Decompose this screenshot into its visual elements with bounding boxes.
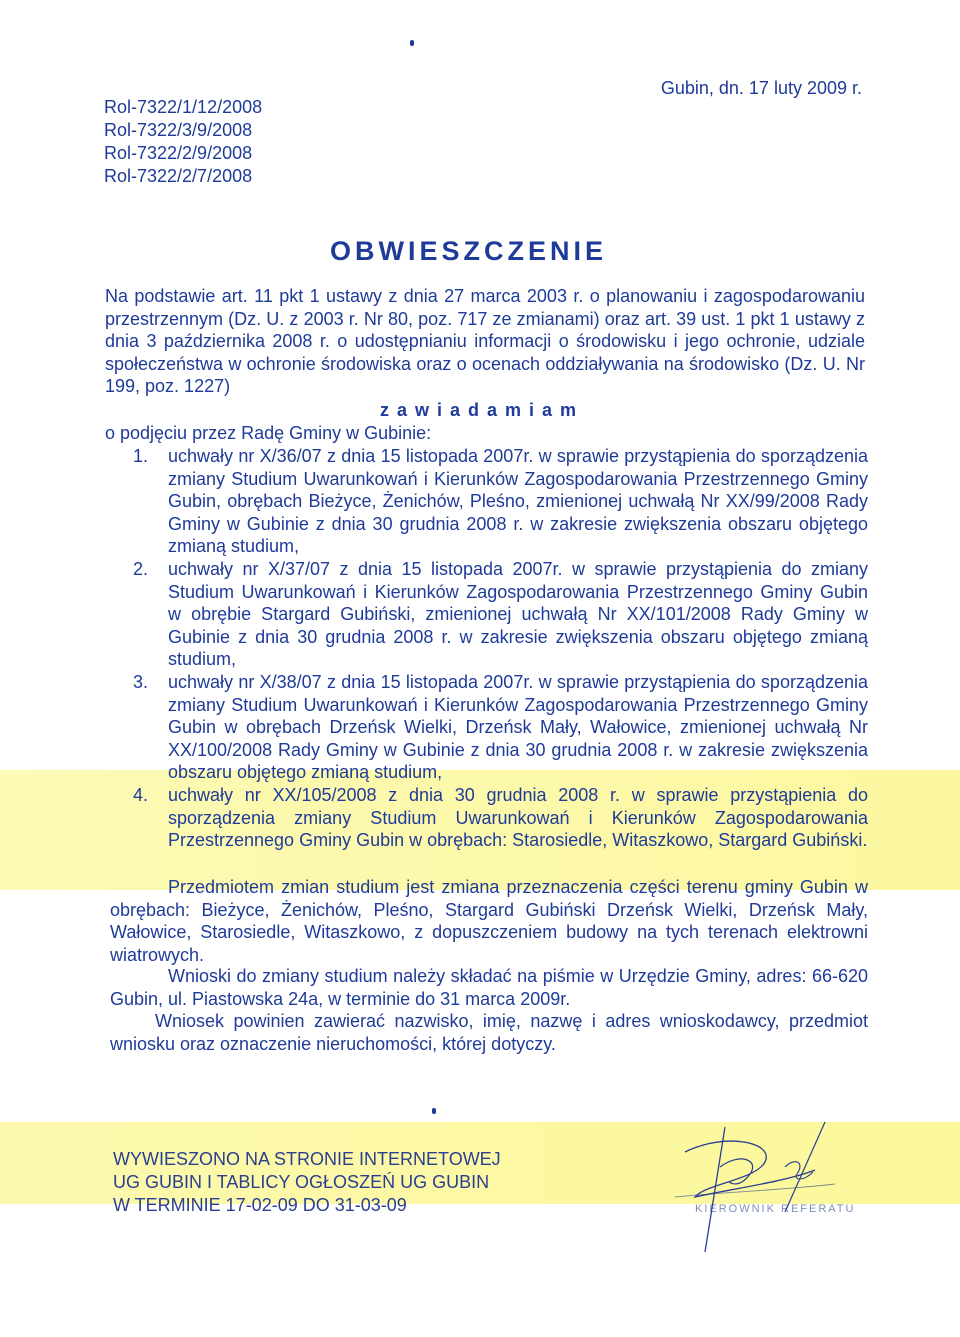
item-text: uchwały nr X/38/07 z dnia 15 listopada 2007r. w sprawie przystąpienia do sporządzenia zmiany Studium Uwarunkowań i Kierunków Zagospodarowania Przestrzennego Gminy Gubin w obrębach Drzeńsk Wielki, Drzeńsk Mały, Wałowice, zmienionej uchwałą Nr XX/100/2008 Rady Gminy w Gubinie z dnia 30 grudnia 2008 r. w zakresie zwiększenia obszaru objętego zmianą studium,: [168, 671, 868, 783]
list-item: [133, 671, 868, 784]
reference-number: Rol-7322/2/7/2008: [104, 166, 253, 186]
signature-stamp: [665, 1112, 865, 1262]
requests-paragraph: Wnioski do zmiany studium należy składać na piśmie w Urzędzie Gminy, adres: 66-620 Gubin, ul. Piastowska 24a, w terminie do 31 marca 2009r.: [110, 966, 868, 1009]
list-item: [133, 445, 868, 558]
item-text: uchwały nr XX/105/2008 z dnia 30 grudnia 2008 r. w sprawie przystąpienia do sporządzenia zmiany Studium Uwarunkowań i Kierunków Zagospodarowania Przestrzennego Gminy Gubin w obrębach: Starosiedle, Witaszkowo, Stargard Gubiński.: [168, 784, 868, 851]
signature-stroke: [720, 1159, 753, 1184]
posting-line: UG GUBIN I TABLICY OGŁOSZEŃ UG GUBIN: [113, 1172, 490, 1192]
reference-number: Rol-7322/2/9/2008: [104, 143, 253, 163]
reference-number: Rol-7322/3/9/2008: [104, 120, 253, 140]
scan-mark: [432, 1108, 436, 1114]
place-date: Gubin, dn. 17 luty 2009 r.: [660, 78, 862, 98]
signature-stroke: [785, 1162, 813, 1179]
document-title: OBWIESZCZENIE: [330, 236, 608, 266]
notify-word: zawiadamiam: [380, 400, 585, 420]
stamp-text: KIEROWNIK REFERATU: [695, 1203, 856, 1215]
item-number: 1.: [133, 446, 149, 466]
posting-note: [113, 1148, 501, 1217]
reference-number: Rol-7322/1/12/2008: [104, 97, 263, 117]
item-number: 3.: [133, 671, 149, 692]
item-number: 2.: [133, 558, 149, 579]
item-number: 4.: [133, 784, 149, 805]
list-item: [133, 784, 868, 852]
decision-line: o podjęciu przez Radę Gminy w Gubinie:: [105, 423, 432, 443]
request-content-paragraph: Wniosek powinien zawierać nazwisko, imię, nazwę i adres wnioskodawcy, przedmiot wniosku oraz oznaczenie nieruchomości, której dotyczy.: [110, 1011, 868, 1054]
intro-paragraph: Na podstawie art. 11 pkt 1 ustawy z dnia 27 marca 2003 r. o planowaniu i zagospodarowaniu przestrzennym (Dz. U. z 2003 r. Nr 80, poz. 717 ze zmianami) oraz art. 39 ust. 1 pkt 1 ustawy z dnia 3 października 2008 r. o udostępnianiu informacji o środowisku i jego ochronie, udziale społeczeństwa w ochronie środowiska oraz o ocenach oddziaływania na środowisko (Dz. U. Nr 199, poz. 1227): [105, 286, 865, 397]
posting-line: W TERMINIE 17-02-09 DO 31-03-09: [113, 1195, 407, 1215]
posting-line: WYWIESZONO NA STRONIE INTERNETOWEJ: [113, 1149, 501, 1169]
subject-paragraph: Przedmiotem zmian studium jest zmiana przeznaczenia części terenu gminy Gubin w obrębach: Bieżyce, Żenichów, Pleśno, Stargard Gubiński Drzeńsk Wielki, Drzeńsk Mały, Wałowice, Starosiedle, Witaszkowo, z dopuszczeniem budowy na tych terenach elektrowni wiatrowych.: [110, 877, 868, 965]
list-item: [133, 558, 868, 671]
stamp-line: [675, 1184, 835, 1197]
resolution-list: [133, 445, 868, 852]
reference-numbers: [104, 96, 262, 188]
item-text: uchwały nr X/36/07 z dnia 15 listopada 2007r. w sprawie przystąpienia do sporządzenia zmiany Studium Uwarunkowań i Kierunków Zagospodarowania Przestrzennego Gminy Gubin, obrębach Bieżyce, Żenichów, Pleśno, zmienionej uchwałą Nr XX/99/2008 Rady Gminy w Gubinie z dnia 30 grudnia 2008 r. w zakresie zwiększenia obszaru objętego zmianą studium,: [168, 446, 868, 557]
scan-mark: [410, 40, 414, 46]
signature-stroke: [785, 1122, 825, 1212]
item-text: uchwały nr X/37/07 z dnia 15 listopada 2007r. w sprawie przystąpienia do zmiany Studium Uwarunkowań i Kierunków Zagospodarowania Przestrzennego Gminy Gubin w obrębie Stargard Gubiński, zmienionej uchwałą Nr XX/101/2008 Rady Gminy w Gubinie z dnia 30 grudnia 2008 r. w zakresie zwiększenia obszaru objętego zmianą studium,: [168, 558, 868, 670]
